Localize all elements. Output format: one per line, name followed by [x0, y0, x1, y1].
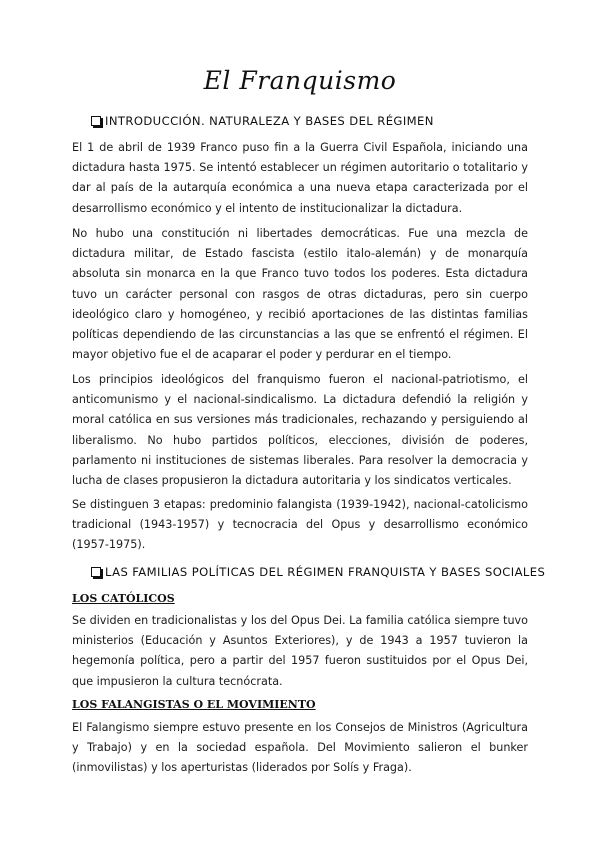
paragraph-intro-3: Los principios ideológicos del franquismo fueron el nacional-patriotismo, el anticomunismo y el nacional-sindicalismo. La dictadura defendió la religión y moral católica en sus versiones más tradicionales, rechazando y persiguiendo al liberalismo. No hubo partidos políticos, elecciones, división de poderes, parlamento ni instituciones de sistemas liberales. Para resolver la democracia y lucha de clases propusieron la dictadura autoritaria y los sindicatos verticales.	[72, 373, 528, 488]
paragraph-falangistas: El Falangismo siempre estuvo presente en los Consejos de Ministros (Agricultura y Trabajo) y en la sociedad española. Del Movimiento salieron el bunker (inmovilistas) y los aperturistas (liderados por Solís y Fraga).	[72, 721, 528, 775]
page-title: El Franquismo	[203, 66, 397, 95]
section-heading-text: INTRODUCCIÓN. NATURALEZA Y BASES DEL RÉGIMEN	[105, 114, 434, 128]
subheading-falangistas: LOS FALANGISTAS O EL MOVIMIENTO	[72, 698, 316, 711]
section-heading-familias	[91, 561, 561, 583]
subheading-catolicos: LOS CATÓLICOS	[72, 592, 175, 605]
paragraph-intro-4: Se distinguen 3 etapas: predominio falangista (1939-1942), nacional-catolicismo tradicional (1943-1957) y tecnocracia del Opus y desarrollismo económico (1957-1975).	[72, 498, 528, 552]
checkbox-bullet-icon	[91, 567, 101, 577]
checkbox-bullet-icon	[91, 116, 101, 126]
section-heading-text: LAS FAMILIAS POLÍTICAS DEL RÉGIMEN FRANQUISTA Y BASES SOCIALES	[105, 565, 546, 579]
section-heading-introduccion	[91, 110, 561, 132]
paragraph-catolicos: Se dividen en tradicionalistas y los del Opus Dei. La familia católica siempre tuvo ministerios (Educación y Asuntos Exteriores), y de 1943 a 1957 tuvieron la hegemonía política, pero a partir del 1957 fueron sustituidos por el Opus Dei, que impusieron la cultura tecnócrata.	[72, 614, 528, 688]
paragraph-intro-2: No hubo una constitución ni libertades democráticas. Fue una mezcla de dictadura militar, de Estado fascista (estilo italo-alemán) y de monarquía absoluta sin monarca en la que Franco tuvo todos los poderes. Esta dictadura tuvo un carácter personal con rasgos de otras dictaduras, pero sin cuerpo ideológico claro y homogéneo, y recibió aportaciones de las distintas familias políticas dependiendo de las circunstancias a las que se enfrentó el régimen. El mayor objetivo fue el de acaparar el poder y perdurar en el tiempo.	[72, 227, 528, 362]
paragraph-intro-1: El 1 de abril de 1939 Franco puso fin a la Guerra Civil Española, iniciando una dictadura hasta 1975. Se intentó establecer un régimen autoritario o totalitario y dar al país de la autarquía económica a una nueva etapa caracterizada por el desarrollismo económico y el intento de institucionalizar la dictadura.	[72, 141, 528, 215]
